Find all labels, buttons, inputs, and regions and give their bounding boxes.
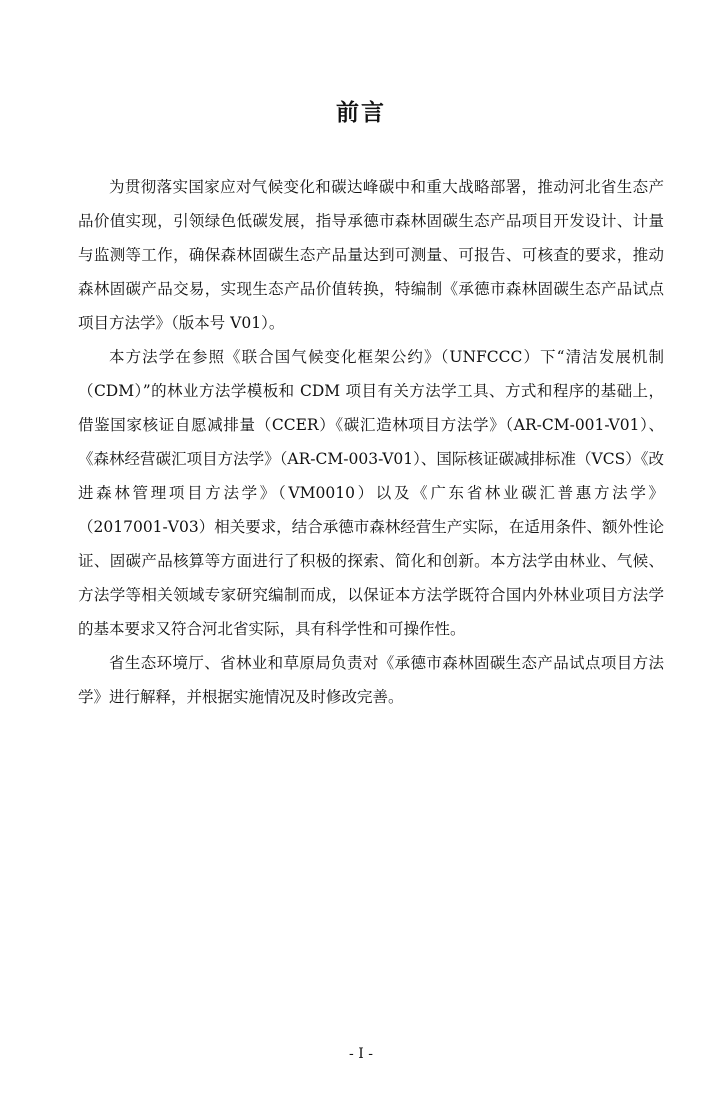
paragraph-responsibility: 省生态环境厅、省林业和草原局负责对《承德市森林固碳生态产品试点项目方法学》进行解释，并根据实施情况及时修改完善。 (78, 654, 664, 706)
page-title: 前言 (336, 100, 386, 126)
page-number: - I - (349, 1046, 373, 1062)
document-body (78, 170, 664, 714)
paragraph-purpose: 为贯彻落实国家应对气候变化和碳达峰碳中和重大战略部署，推动河北省生态产品价值实现，引领绿色低碳发展，指导承德市森林固碳生态产品项目开发设计、计量与监测等工作，确保森林固碳生态产品量达到可测量、可报告、可核查的要求，推动森林固碳产品交易，实现生态产品价值转换，特编制《承德市森林固碳生态产品试点项目方法学》（版本号 V01）。 (78, 178, 664, 332)
paragraph-basis: 本方法学在参照《联合国气候变化框架公约》（UNFCCC）下“清洁发展机制（CDM）”的林业方法学模板和 CDM 项目有关方法学工具、方式和程序的基础上，借鉴国家核证自愿减排量（CCER）《碳汇造林项目方法学》（AR-CM-001-V01）、《森林经营碳汇项目方法学》（AR-CM-003-V01）、国际核证碳减排标准（VCS）《改进森林管理项目方法学》（VM0010）以及《广东省林业碳汇普惠方法学》（2017001-V03）相关要求，结合承德市森林经营生产实际，在适用条件、额外性论证、固碳产品核算等方面进行了积极的探索、简化和创新。本方法学由林业、气候、方法学等相关领域专家研究编制而成，以保证本方法学既符合国内外林业项目方法学的基本要求又符合河北省实际，具有科学性和可操作性。 (78, 348, 664, 638)
